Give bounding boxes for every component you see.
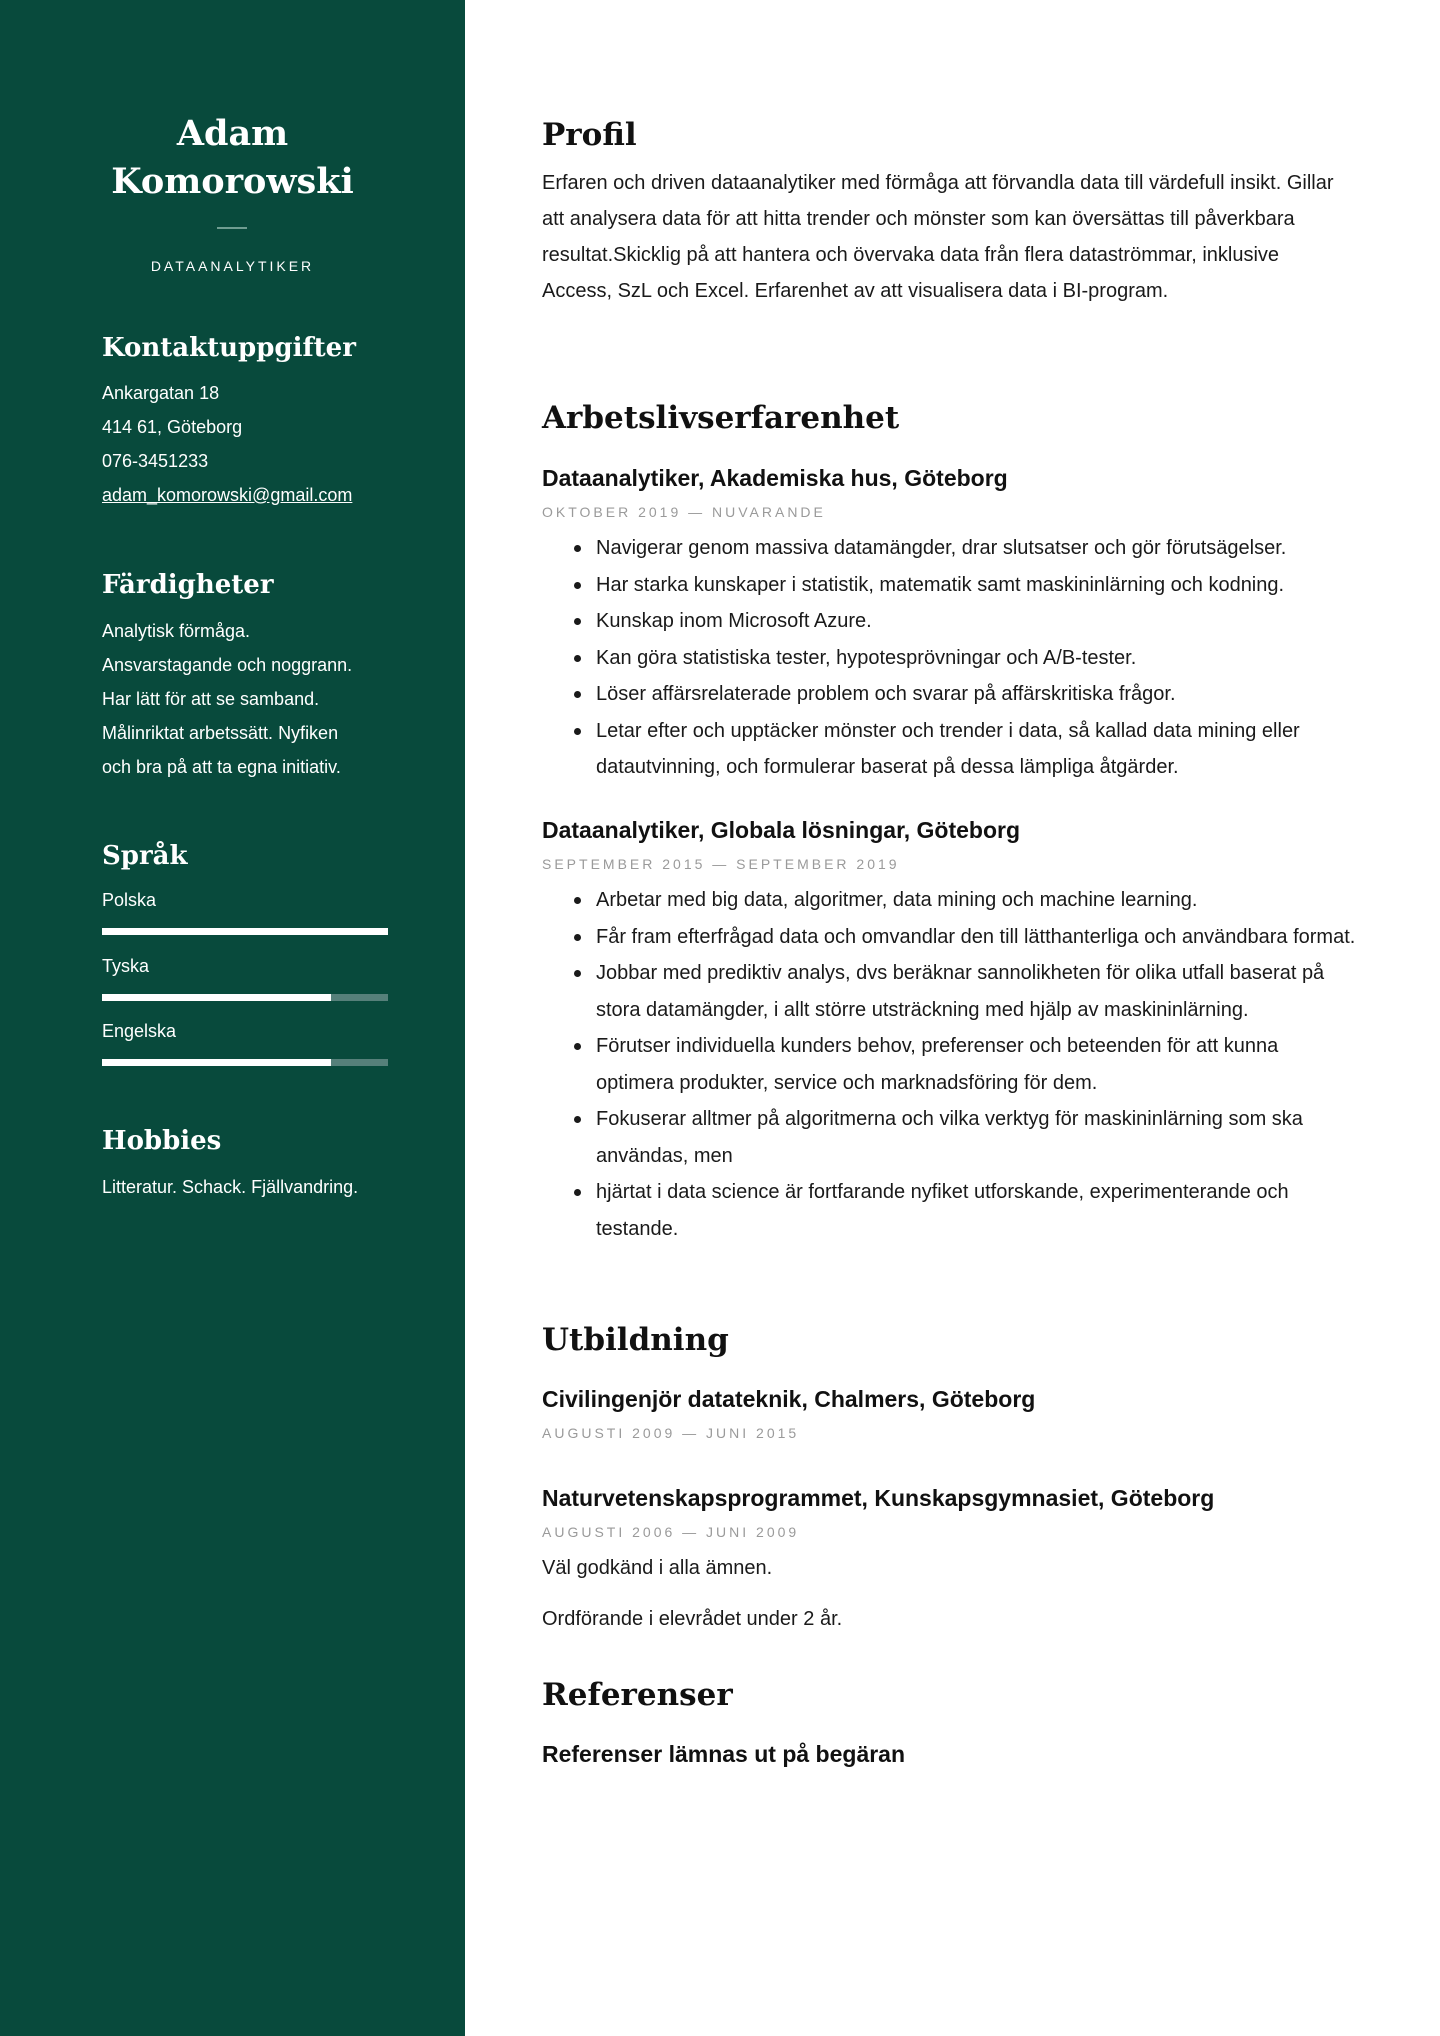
language-level-fill	[102, 994, 331, 1001]
contact-heading: Kontaktuppgifter	[102, 333, 356, 363]
language-level-fill	[102, 928, 388, 935]
job-2-bullets	[542, 882, 1356, 1247]
skills-line: Analytisk förmåga.	[102, 621, 251, 641]
language-level-bar-english	[102, 1059, 388, 1066]
list-item: Löser affärsrelaterade problem och svarar på affärskritiska frågor.	[596, 676, 1356, 713]
education-title-1: Civilingenjör datateknik, Chalmers, Göteborg	[542, 1386, 1036, 1412]
list-item: Har starka kunskaper i statistik, matematik samt maskininlärning och kodning.	[596, 567, 1356, 604]
candidate-name	[0, 110, 465, 206]
job-title: DATAANALYTIKER	[150, 258, 315, 274]
contact-phone: 076-3451233	[102, 451, 209, 471]
experience-heading: Arbetslivserfarenhet	[542, 400, 900, 436]
language-level-fill	[102, 1059, 331, 1066]
skills-text	[102, 614, 402, 784]
hobbies-heading: Hobbies	[102, 1126, 222, 1156]
job-1-bullets	[542, 530, 1356, 786]
profile-text: Erfaren och driven dataanalytiker med förmåga att förvandla data till värdefull insikt. Gillar att analysera data för att hitta trender och mönster som kan översättas till påverkbara resultat.Skicklig på att hantera och övervaka data från flera dataströmmar, inklusive Access, SzL och Excel. Erfarenhet av att visualisera data i BI-program.	[542, 172, 1334, 302]
language-label-polish: Polska	[102, 890, 157, 910]
education-date-1: AUGUSTI 2009 — JUNI 2015	[542, 1425, 800, 1441]
list-item: Fokuserar alltmer på algoritmerna och vilka verktyg för maskininlärning som ska användas, men	[596, 1101, 1356, 1174]
skills-line: och bra på att ta egna initiativ.	[102, 757, 341, 777]
skills-line: Har lätt för att se samband.	[102, 689, 320, 709]
list-item: Förutser individuella kunders behov, preferenser och beteenden för att kunna optimera produkter, service och marknadsföring för dem.	[596, 1028, 1356, 1101]
list-item: Kan göra statistiska tester, hypotesprövningar och A/B-tester.	[596, 640, 1356, 677]
language-label-english: Engelska	[102, 1021, 177, 1041]
hobbies-text: Litteratur. Schack. Fjällvandring.	[102, 1177, 359, 1197]
education-date-2: AUGUSTI 2006 — JUNI 2009	[542, 1524, 800, 1540]
list-item: Får fram efterfrågad data och omvandlar den till lätthanterliga och användbara format.	[596, 919, 1356, 956]
job-date-1: OKTOBER 2019 — NUVARANDE	[542, 504, 826, 520]
job-date-2: SEPTEMBER 2015 — SEPTEMBER 2019	[542, 856, 900, 872]
job-title-2: Dataanalytiker, Globala lösningar, Göteborg	[542, 817, 1021, 843]
list-item: Navigerar genom massiva datamängder, drar slutsatser och gör förutsägelser.	[596, 530, 1356, 567]
first-name: Adam	[176, 113, 289, 154]
education-note-1: Väl godkänd i alla ämnen.	[542, 1557, 773, 1579]
skills-line: Ansvarstagande och noggrann.	[102, 655, 353, 675]
list-item: Kunskap inom Microsoft Azure.	[596, 603, 1356, 640]
last-name: Komorowski	[111, 161, 354, 202]
language-level-bar-german	[102, 994, 388, 1001]
references-text: Referenser lämnas ut på begäran	[542, 1741, 906, 1767]
sidebar	[0, 0, 465, 2036]
list-item: Jobbar med prediktiv analys, dvs beräknar sannolikheten för olika utfall baserat på stora datamängder, i allt större utsträckning med hjälp av maskininlärning.	[596, 955, 1356, 1028]
skills-line: Målinriktat arbetssätt. Nyfiken	[102, 723, 339, 743]
education-note-2: Ordförande i elevrådet under 2 år.	[542, 1608, 843, 1630]
language-label-german: Tyska	[102, 956, 150, 976]
references-heading: Referenser	[542, 1677, 733, 1713]
contact-city: 414 61, Göteborg	[102, 417, 243, 437]
education-title-2: Naturvetenskapsprogrammet, Kunskapsgymnasiet, Göteborg	[542, 1485, 1215, 1511]
contact-details	[102, 376, 402, 512]
profile-heading: Profil	[542, 117, 637, 153]
list-item: Arbetar med big data, algoritmer, data mining och machine learning.	[596, 882, 1356, 919]
list-item: Letar efter och upptäcker mönster och trender i data, så kallad data mining eller datautvinning, och formulerar baserat på dessa lämpliga åtgärder.	[596, 713, 1356, 786]
languages-heading: Språk	[102, 841, 188, 871]
contact-address: Ankargatan 18	[102, 383, 220, 403]
job-title-1: Dataanalytiker, Akademiska hus, Göteborg	[542, 465, 1008, 491]
list-item: hjärtat i data science är fortfarande nyfiket utforskande, experimenterande och testande.	[596, 1174, 1356, 1247]
language-level-bar-polish	[102, 928, 388, 935]
education-heading: Utbildning	[542, 1322, 729, 1358]
contact-email-link[interactable]: adam_komorowski@gmail.com	[102, 485, 353, 505]
skills-heading: Färdigheter	[102, 570, 274, 600]
name-divider	[217, 227, 247, 229]
